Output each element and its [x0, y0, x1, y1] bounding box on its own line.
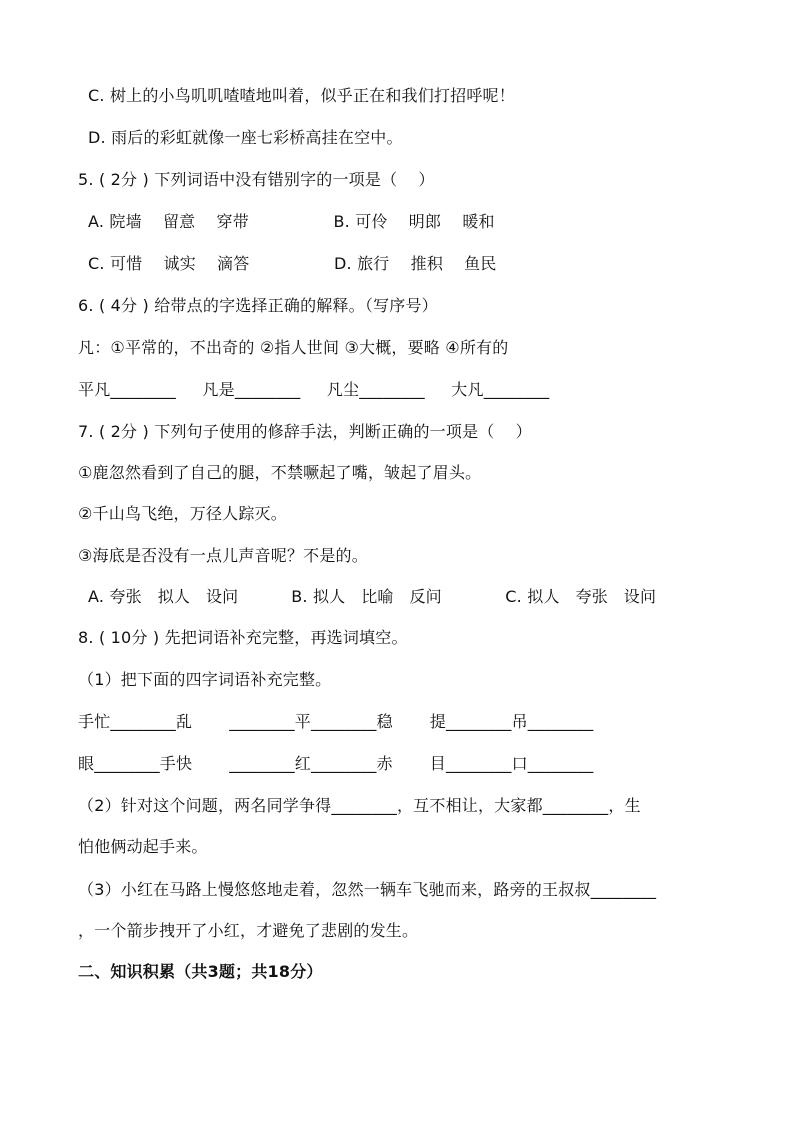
q5-options-cd: C. 可惜 诚实 滴答 D. 旅行 推积 鱼民	[88, 254, 497, 273]
q7-stem: 7. ( 2分 ) 下列句子使用的修辞手法，判断正确的一项是（ ）	[78, 422, 532, 441]
q8-stem: 8. ( 10分 ) 先把词语补充完整，再选词填空。	[78, 628, 408, 647]
q7-options: A. 夸张 拟人 设问 B. 拟人 比喻 反问 C. 拟人 夸张 设问	[88, 587, 657, 606]
q8-part3-line-2: ，一个箭步拽开了小红，才避免了悲剧的发生。	[78, 921, 419, 940]
q7-sentence-2: ②千山鸟飞绝，万径人踪灭。	[78, 504, 287, 523]
q7-sentence-3: ③海底是否没有一点儿声音呢？不是的。	[78, 546, 368, 565]
section-2-title: 二、知识积累（共3题；共18分）	[78, 962, 323, 981]
q4-option-d: D. 雨后的彩虹就像一座七彩桥高挂在空中。	[88, 128, 403, 147]
q8-part1-title: （1）把下面的四字词语补充完整。	[78, 670, 332, 689]
q7-sentence-1: ①鹿忽然看到了自己的腿，不禁噘起了嘴，皱起了眉头。	[78, 463, 482, 482]
q5-options-ab: A. 院墙 留意 穿带 B. 可伶 明郎 暖和	[88, 212, 495, 231]
q8-part2-line-1: （2）针对这个问题，两名同学争得________，互不相让，大家都________，生	[78, 796, 641, 815]
q8-part2-line-2: 怕他俩动起手来。	[78, 837, 208, 856]
q6-stem: 6. ( 4分 ) 给带点的字选择正确的解释。（写序号）	[78, 296, 438, 315]
q5-stem: 5. ( 2分 ) 下列词语中没有错别字的一项是（ ）	[78, 170, 435, 189]
q8-part3-line-1: （3）小红在马路上慢悠悠地走着，忽然一辆车飞驰而来，路旁的王叔叔________	[78, 880, 657, 899]
q6-meanings: 凡：①平常的，不出奇的 ②指人世间 ③大概，要略 ④所有的	[78, 338, 509, 357]
q6-blanks: 平凡________ 凡是________ 凡尘________ 大凡________	[78, 380, 550, 399]
q8-row-2: 眼________手快 ________红________赤 目________口________	[78, 754, 594, 773]
q4-option-c: C. 树上的小鸟叽叽喳喳地叫着，似乎正在和我们打招呼呢！	[88, 86, 515, 105]
q8-row-1: 手忙________乱 ________平________稳 提________吊________	[78, 712, 594, 731]
